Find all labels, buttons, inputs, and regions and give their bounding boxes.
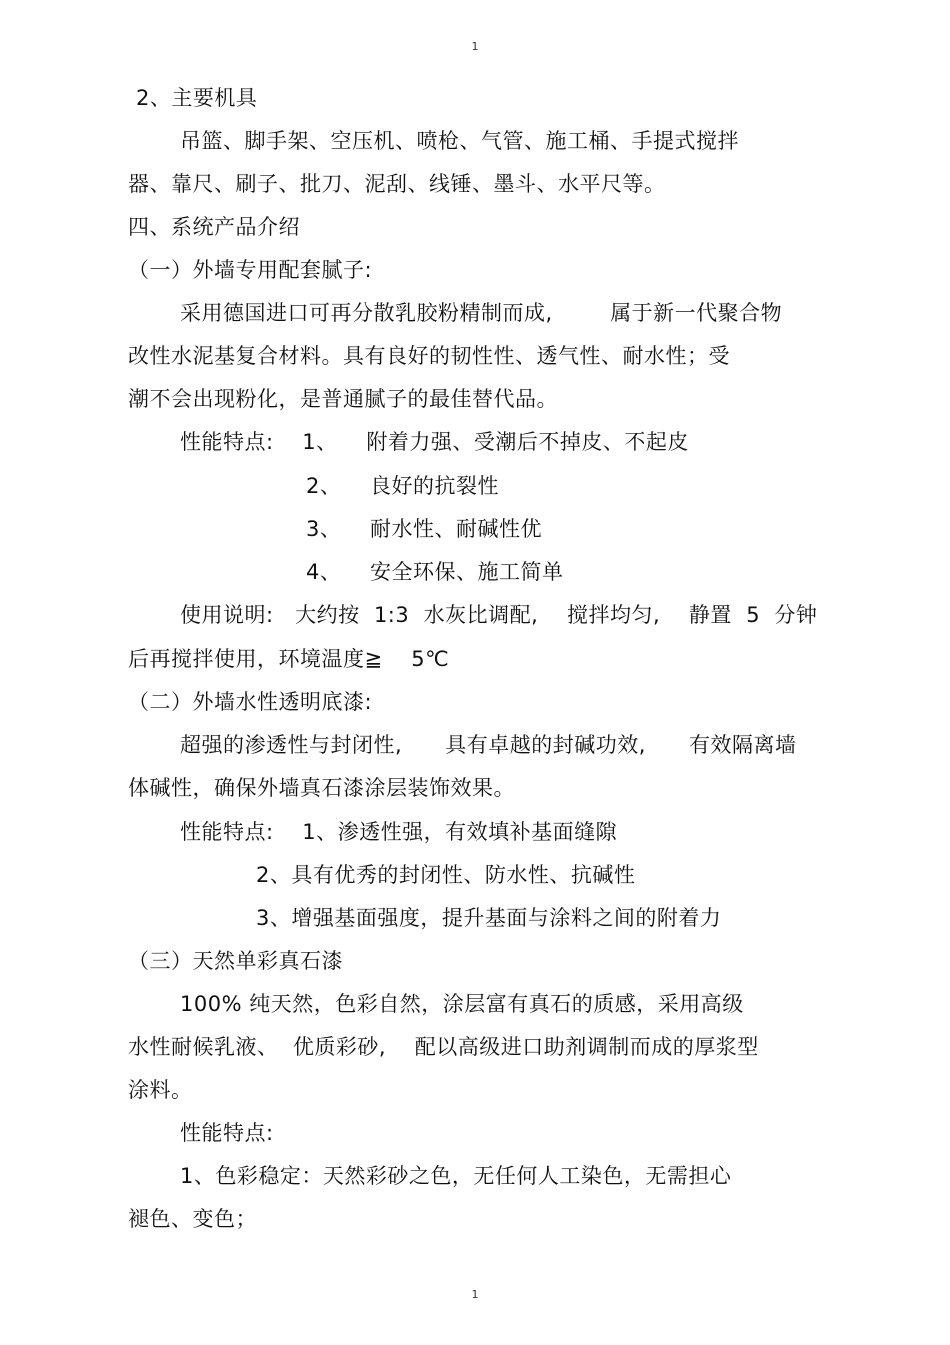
page-number-top: 1 xyxy=(471,40,479,53)
paragraph-line: 潮不会出现粉化，是普通腻子的最佳替代品。 xyxy=(128,387,558,411)
feature-item: 性能特点: 1、渗透性强，有效填补基面缝隙 xyxy=(180,820,618,844)
usage-instructions: 使用说明: 大约按 1:3 水灰比调配, 搅拌均匀, 静置 5 分钟 xyxy=(180,603,818,627)
feature-item: 性能特点: 1、 附着力强、受潮后不掉皮、不起皮 xyxy=(180,430,689,454)
paragraph-line: 后再搅拌使用，环境温度≧ 5℃ xyxy=(128,647,450,671)
paragraph-line: 吊篮、脚手架、空压机、喷枪、气管、施工桶、手提式搅拌 xyxy=(180,129,739,153)
paragraph-line: 超强的渗透性与封闭性, 具有卓越的封碱功效, 有效隔离墙 xyxy=(180,733,797,757)
feature-item: 3、增强基面强度，提升基面与涂料之间的附着力 xyxy=(256,906,722,930)
feature-item: 2、具有优秀的封闭性、防水性、抗碱性 xyxy=(256,863,636,887)
paragraph-line: 涂料。 xyxy=(128,1078,193,1102)
paragraph-line: 1、色彩稳定：天然彩砂之色，无任何人工染色，无需担心 xyxy=(180,1164,732,1188)
paragraph-line: 褪色、变色； xyxy=(128,1207,257,1231)
feature-heading: 性能特点: xyxy=(180,1121,274,1145)
paragraph-line: 器、靠尺、刷子、批刀、泥刮、线锤、墨斗、水平尺等。 xyxy=(128,172,666,196)
page-number-bottom: 1 xyxy=(471,1288,479,1301)
paragraph-line: 水性耐候乳液、 优质彩砂, 配以高级进口助剂调制而成的厚浆型 xyxy=(128,1035,759,1059)
feature-item: 4、 安全环保、施工简单 xyxy=(306,560,564,584)
paragraph-line: 改性水泥基复合材料。具有良好的韧性性、透气性、耐水性；受 xyxy=(128,344,730,368)
subheading-putty: （一）外墙专用配套腻子: xyxy=(128,258,373,282)
feature-item: 3、 耐水性、耐碱性优 xyxy=(306,517,543,541)
heading-main-tools: 2、主要机具 xyxy=(136,86,258,110)
heading-section-four: 四、系统产品介绍 xyxy=(128,215,300,239)
feature-item: 2、 良好的抗裂性 xyxy=(306,474,500,498)
subheading-primer: （二）外墙水性透明底漆: xyxy=(128,690,373,714)
paragraph-line: 体碱性，确保外墙真石漆涂层装饰效果。 xyxy=(128,776,515,800)
paragraph-line: 采用德国进口可再分散乳胶粉精制而成, 属于新一代聚合物 xyxy=(180,301,783,325)
subheading-stone-paint: （三）天然单彩真石漆 xyxy=(128,949,343,973)
paragraph-line: 100% 纯天然，色彩自然，涂层富有真石的质感，采用高级 xyxy=(180,992,744,1016)
